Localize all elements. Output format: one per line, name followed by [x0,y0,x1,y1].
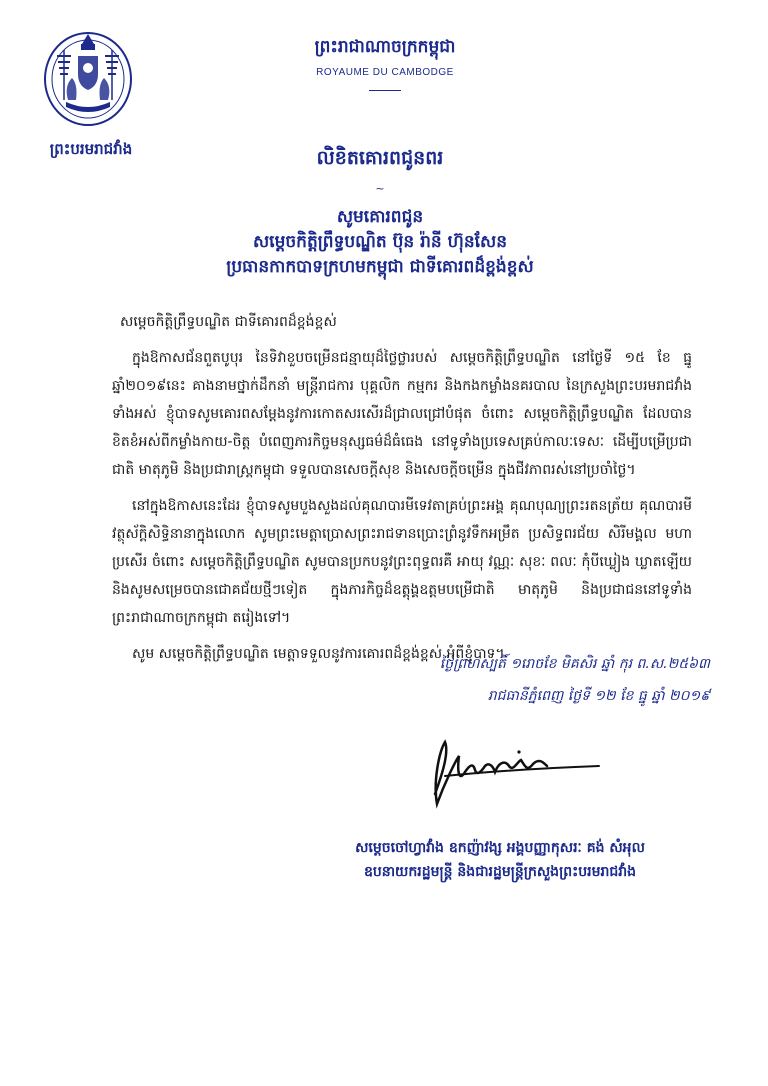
document-title: លិខិតគោរពជូនពរ [316,147,444,169]
recipient-line: សូមគោរពជូន [336,207,424,227]
paragraph-1: ក្នុងឱកាសជ័នពួតបូបុរ នៃទិវាខួបចម្រើនជន្មាយុដ៏ថ្លៃថ្លារបស់ សម្តេចកិត្តិព្រឹទ្ធបណ្ឌិត នៅថ្ងៃទី ១៥ ខែ ធ្នូ ឆ្នាំ២០១៩នេះ គាងនាមថ្នាក់ដឹកនាំ មន្ត្រីរាជការ បុគ្គលិក កម្មករ និងកងកម្លាំងនគរបាល នៃក្រសួងព្រះបរមរាជវាំង ទាំងអស់ ខ្ញុំបាទសូមគោរពសម្តែងនូវការកោតសរសើរដ៏ជ្រាលជ្រៅបំផុត ចំពោះ សម្តេចកិត្តិព្រឹទ្ធបណ្ឌិត ដែលបាន ខិតខំអស់ពីកម្លាំងកាយ-ចិត្ត បំពេញភារកិច្ចមនុស្សធម៌ដ៏ធំធេង នៅទូទាំងប្រទេសគ្រប់កាលៈទេសៈ ដើម្បីបម្រើប្រជា ជាតិ មាតុភូមិ និងប្រជារាស្ត្រកម្ពុជា ទទួលបានសេចក្តីសុខ និងសេចក្តីចម្រើន ក្នុងជីវភាពរស់នៅប្រចាំថ្ងៃ។ [112,350,692,478]
kingdom-name-french: ROYAUME DU CAMBODGE [316,67,454,78]
closing-line: សូម សម្តេចកិត្តិព្រឹទ្ធបណ្ឌិត មេត្តាទទួលនូវការគោរពដ៏ខ្ពង់ខ្ពស់ អំពីខ្ញុំបាទ។ [132,646,505,662]
handwritten-signature [415,732,605,812]
recipient-line: សម្តេចកិត្តិព្រឹទ្ធបណ្ឌិត ប៊ុន រ៉ានី ហ៊ុនសែន [253,232,507,252]
ministry-name-left: ព្រះបរមរាជវាំង [49,140,133,158]
recipient-line: ប្រធានកាកបាទក្រហមកម្ពុជា ជាទីគោរពដ៏ខ្ពង់ខ្ពស់ [226,257,534,277]
royal-emblem-icon [42,30,134,128]
title-ornament: ~ [375,182,385,195]
signer-title: ឧបនាយករដ្ឋមន្ត្រី និងជារដ្ឋមន្ត្រីក្រសួងព្រះបរមរាជវាំង [363,864,637,880]
salutation: សម្តេចកិត្តិព្រឹទ្ធបណ្ឌិត ជាទីគោរពដ៏ខ្ពង់ខ្ពស់ [120,314,337,330]
solar-date: រាជធានីភ្នំពេញ ថ្ងៃទី ១២ ខែ ធ្នូ ឆ្នាំ ២០១៩ [487,688,710,704]
letter-body [112,308,692,668]
signer-name: សម្តេចចៅហ្វាវាំង ឧកញ៉ាវង្ស អង្គបញ្ញាកុសរៈ គង់ សំអុល [355,840,645,856]
heading-divider [369,90,401,91]
signer-block [300,836,700,884]
paragraph-2: នៅក្នុងឱកាសនេះដែរ ខ្ញុំបាទសូមបួងសួងដល់គុណបារមីទេវតាគ្រប់ព្រះអង្គ គុណបុណ្យព្រះរតនត្រ័យ គុណបារមីវត្ថុស័ក្តិសិទ្ធិនានាក្នុងលោក សូមព្រះមេត្តាប្រោសព្រះរាជទានប្រោះព្រំនូវទឹកអម្រឹត ប្រសិទ្ធពរជ័យ សិរីមង្គល មហាប្រសើរ ចំពោះ សម្តេចកិត្តិព្រឹទ្ធបណ្ឌិត សូមបានប្រកបនូវព្រះពុទ្ធពរគឺ អាយុ វណ្ណៈ សុខៈ ពលៈ កុំបីឃ្លៀង ឃ្លាតឡើយ និងសូមសម្រេចបានជោគជ័យថ្មីៗទៀត ក្នុងភារកិច្ចដ៏ឧត្តុង្គឧត្តមបម្រើជាតិ មាតុភូមិ និងប្រជាជននៅទូទាំង ព្រះរាជាណាចក្រកម្ពុជា តរៀងទៅ។ [112,498,692,626]
date-block [350,648,710,712]
kingdom-name-khmer: ព្រះរាជាណាចក្រកម្ពុជា [314,37,456,57]
recipient-block [140,205,620,280]
lunar-date: ថ្ងៃព្រហស្បតិ៍ ១រោចខែ មិគសិរ ឆ្នាំ កុរ ព.ស.២៥៦៣ [439,656,710,672]
title-block [140,146,620,280]
kingdom-heading [260,36,510,91]
